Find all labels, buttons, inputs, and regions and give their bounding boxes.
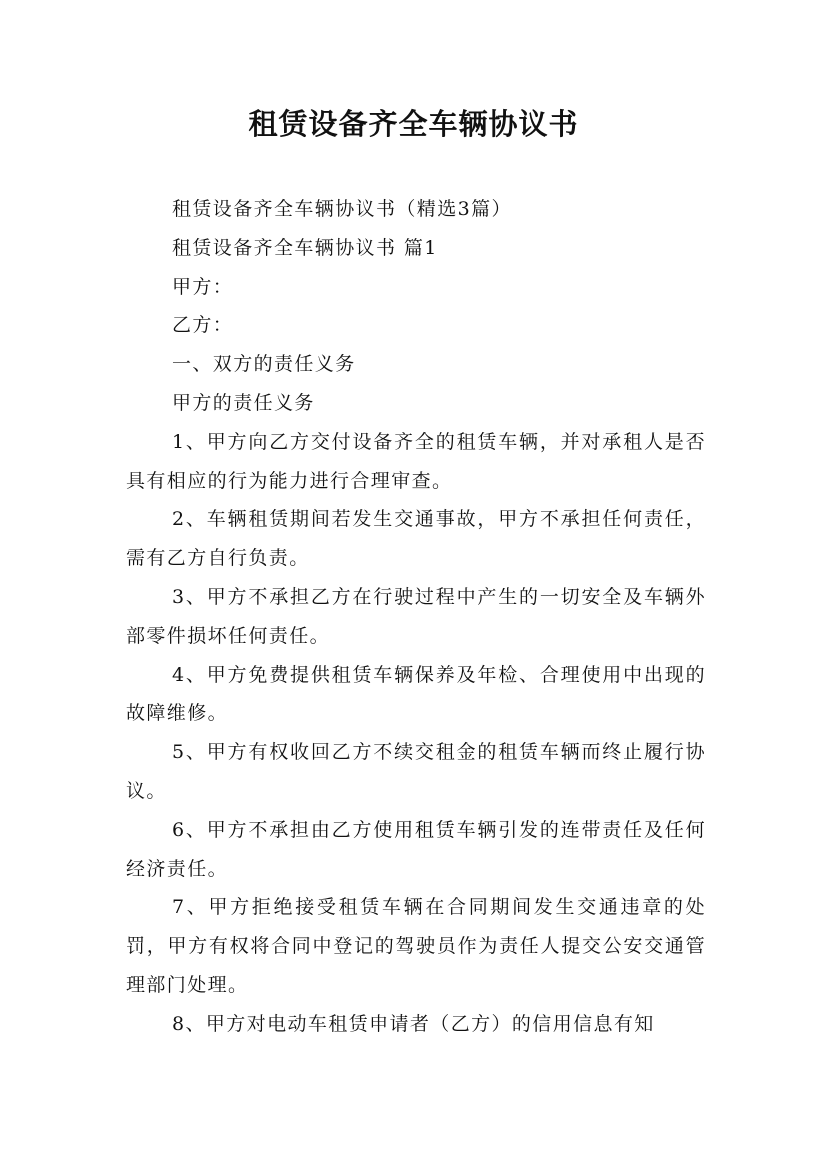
subtitle-line: 租赁设备齐全车辆协议书（精选3篇） — [172, 198, 512, 220]
paragraph-2: 2、车辆租赁期间若发生交通事故，甲方不承担任何责任，需有乙方自行负责。 — [126, 508, 706, 570]
paragraph-8: 8、甲方对电动车租赁申请者（乙方）的信用信息有知 — [172, 1012, 655, 1035]
paragraph-5: 5、甲方有权收回乙方不续交租金的租赁车辆而终止履行协议。 — [126, 741, 706, 802]
party-b-label: 乙方： — [172, 314, 234, 337]
section-heading-line: 租赁设备齐全车辆协议书 篇1 — [172, 236, 438, 259]
clause-heading: 一、双方的责任义务 — [172, 353, 356, 376]
document-title: 租赁设备齐全车辆协议书 — [248, 107, 579, 141]
clause-subheading: 甲方的责任义务 — [172, 391, 315, 414]
paragraph-7: 7、甲方拒绝接受租赁车辆在合同期间发生交通违章的处罚，甲方有权将合同中登记的驾驶员作为责任人提交公安交通管理部门处理。 — [126, 896, 706, 996]
paragraph-3: 3、甲方不承担乙方在行驶过程中产生的一切安全及车辆外部零件损坏任何责任。 — [126, 585, 706, 647]
document-body — [126, 190, 706, 1044]
paragraph-4: 4、甲方免费提供租赁车辆保养及年检、合理使用中出现的故障维修。 — [126, 663, 706, 725]
paragraph-6: 6、甲方不承担由乙方使用租赁车辆引发的连带责任及任何经济责任。 — [126, 818, 706, 880]
paragraph-1: 1、甲方向乙方交付设备齐全的租赁车辆，并对承租人是否具有相应的行为能力进行合理审查。 — [126, 430, 706, 492]
party-a-label: 甲方： — [172, 275, 234, 298]
